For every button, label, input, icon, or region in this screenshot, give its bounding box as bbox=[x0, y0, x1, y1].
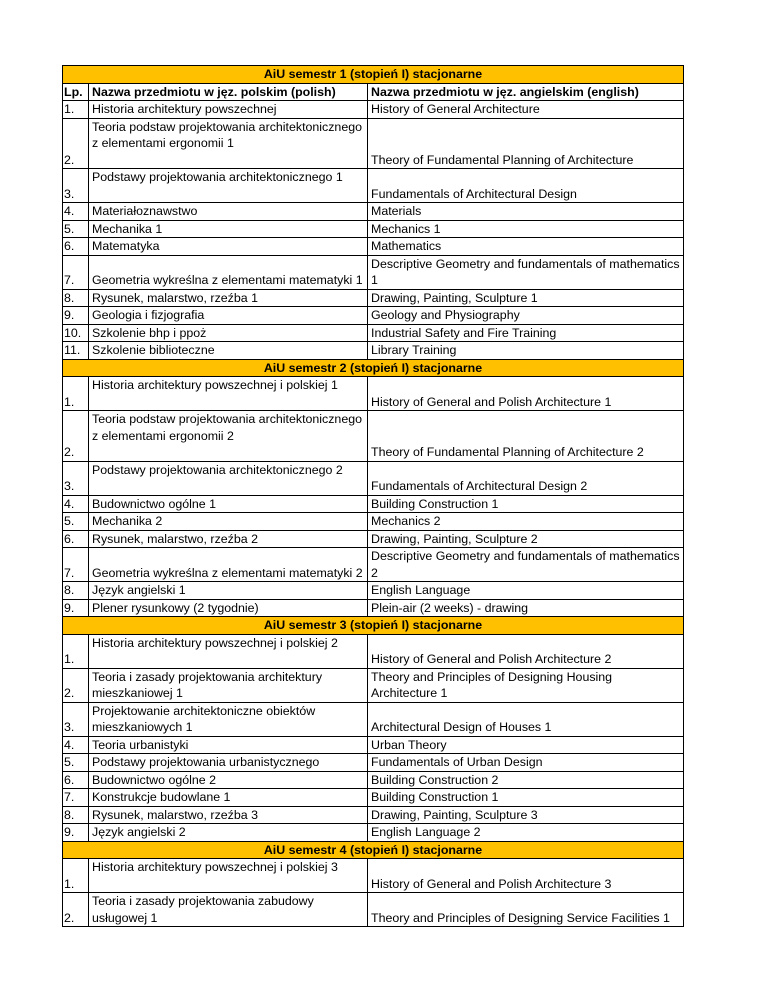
table-row bbox=[63, 599, 684, 617]
row-number: 1. bbox=[63, 859, 89, 893]
semester-title: AiU semestr 3 (stopień I) stacjonarne bbox=[63, 617, 684, 635]
course-name-english: Mathematics bbox=[368, 238, 684, 256]
course-name-english: History of General and Polish Architecture 1 bbox=[368, 377, 684, 411]
row-number: 4. bbox=[63, 495, 89, 513]
table-row bbox=[63, 289, 684, 307]
course-name-polish: Szkolenie biblioteczne bbox=[89, 342, 368, 360]
course-name-english: Mechanics 2 bbox=[368, 513, 684, 531]
course-name-polish: Historia architektury powszechnej bbox=[89, 101, 368, 119]
row-number: 7. bbox=[63, 255, 89, 289]
row-number: 8. bbox=[63, 289, 89, 307]
table-row bbox=[63, 203, 684, 221]
course-name-english: Fundamentals of Architectural Design bbox=[368, 169, 684, 203]
row-number: 6. bbox=[63, 238, 89, 256]
course-table bbox=[62, 65, 684, 927]
row-number: 1. bbox=[63, 634, 89, 668]
course-name-polish: Język angielski 2 bbox=[89, 824, 368, 842]
table-row bbox=[63, 824, 684, 842]
table-row bbox=[63, 859, 684, 893]
course-name-english: History of General and Polish Architecture 3 bbox=[368, 859, 684, 893]
row-number: 3. bbox=[63, 461, 89, 495]
table-row bbox=[63, 324, 684, 342]
row-number: 3. bbox=[63, 702, 89, 736]
course-name-polish: Budownictwo ogólne 1 bbox=[89, 495, 368, 513]
column-header-number: Lp. bbox=[63, 83, 89, 101]
table-row bbox=[63, 771, 684, 789]
row-number: 2. bbox=[63, 118, 89, 169]
course-name-polish: Teoria podstaw projektowania architektonicznego z elementami ergonomii 2 bbox=[89, 411, 368, 462]
table-row bbox=[63, 806, 684, 824]
semester-header-row bbox=[63, 66, 684, 84]
table-row bbox=[63, 377, 684, 411]
course-name-polish: Teoria i zasady projektowania architektury mieszkaniowej 1 bbox=[89, 668, 368, 702]
table-row bbox=[63, 702, 684, 736]
table-row bbox=[63, 220, 684, 238]
row-number: 4. bbox=[63, 203, 89, 221]
course-name-english: History of General Architecture bbox=[368, 101, 684, 119]
semester-title: AiU semestr 1 (stopień I) stacjonarne bbox=[63, 66, 684, 84]
row-number: 7. bbox=[63, 789, 89, 807]
course-name-polish: Matematyka bbox=[89, 238, 368, 256]
table-row bbox=[63, 582, 684, 600]
course-name-english: Theory of Fundamental Planning of Architecture 2 bbox=[368, 411, 684, 462]
course-name-english: Drawing, Painting, Sculpture 3 bbox=[368, 806, 684, 824]
row-number: 7. bbox=[63, 548, 89, 582]
table-row bbox=[63, 169, 684, 203]
course-name-polish: Rysunek, malarstwo, rzeźba 3 bbox=[89, 806, 368, 824]
row-number: 10. bbox=[63, 324, 89, 342]
course-name-polish: Geometria wykreślna z elementami matematyki 2 bbox=[89, 548, 368, 582]
table-row bbox=[63, 411, 684, 462]
course-name-polish: Konstrukcje budowlane 1 bbox=[89, 789, 368, 807]
row-number: 2. bbox=[63, 893, 89, 927]
course-name-english: Geology and Physiography bbox=[368, 307, 684, 325]
row-number: 1. bbox=[63, 101, 89, 119]
course-name-english: English Language bbox=[368, 582, 684, 600]
table-row bbox=[63, 789, 684, 807]
course-name-english: Plein-air (2 weeks) - drawing bbox=[368, 599, 684, 617]
course-name-polish: Szkolenie bhp i ppoż bbox=[89, 324, 368, 342]
course-name-polish: Projektowanie architektoniczne obiektów mieszkaniowych 1 bbox=[89, 702, 368, 736]
row-number: 3. bbox=[63, 169, 89, 203]
course-name-polish: Rysunek, malarstwo, rzeźba 1 bbox=[89, 289, 368, 307]
course-name-polish: Mechanika 2 bbox=[89, 513, 368, 531]
course-name-polish: Podstawy projektowania urbanistycznego bbox=[89, 754, 368, 772]
semester-title: AiU semestr 4 (stopień I) stacjonarne bbox=[63, 841, 684, 859]
row-number: 9. bbox=[63, 824, 89, 842]
course-name-polish: Historia architektury powszechnej i polskiej 3 bbox=[89, 859, 368, 893]
row-number: 2. bbox=[63, 668, 89, 702]
course-name-polish: Budownictwo ogólne 2 bbox=[89, 771, 368, 789]
table-row bbox=[63, 530, 684, 548]
course-name-polish: Materiałoznawstwo bbox=[89, 203, 368, 221]
course-name-english: Architectural Design of Houses 1 bbox=[368, 702, 684, 736]
course-name-english: English Language 2 bbox=[368, 824, 684, 842]
row-number: 9. bbox=[63, 599, 89, 617]
column-header-english: Nazwa przedmiotu w jęz. angielskim (english) bbox=[368, 83, 684, 101]
row-number: 8. bbox=[63, 582, 89, 600]
course-name-english: Drawing, Painting, Sculpture 1 bbox=[368, 289, 684, 307]
row-number: 9. bbox=[63, 307, 89, 325]
course-name-english: Descriptive Geometry and fundamentals of mathematics 1 bbox=[368, 255, 684, 289]
semester-header-row bbox=[63, 841, 684, 859]
course-name-polish: Teoria urbanistyki bbox=[89, 736, 368, 754]
table-row bbox=[63, 736, 684, 754]
course-name-english: Materials bbox=[368, 203, 684, 221]
row-number: 4. bbox=[63, 736, 89, 754]
table-row bbox=[63, 668, 684, 702]
course-name-polish: Podstawy projektowania architektonicznego 2 bbox=[89, 461, 368, 495]
table-row bbox=[63, 495, 684, 513]
semester-header-row bbox=[63, 617, 684, 635]
course-name-polish: Język angielski 1 bbox=[89, 582, 368, 600]
course-name-english: Theory and Principles of Designing Housing Architecture 1 bbox=[368, 668, 684, 702]
row-number: 5. bbox=[63, 754, 89, 772]
course-name-polish: Teoria podstaw projektowania architektonicznego z elementami ergonomii 1 bbox=[89, 118, 368, 169]
course-name-english: Theory and Principles of Designing Service Facilities 1 bbox=[368, 893, 684, 927]
table-row bbox=[63, 461, 684, 495]
row-number: 8. bbox=[63, 806, 89, 824]
course-name-english: Library Training bbox=[368, 342, 684, 360]
table-row bbox=[63, 754, 684, 772]
course-name-polish: Historia architektury powszechnej i polskiej 2 bbox=[89, 634, 368, 668]
table-row bbox=[63, 238, 684, 256]
course-name-english: History of General and Polish Architecture 2 bbox=[368, 634, 684, 668]
semester-header-row bbox=[63, 359, 684, 377]
row-number: 5. bbox=[63, 513, 89, 531]
course-name-english: Industrial Safety and Fire Training bbox=[368, 324, 684, 342]
table-row bbox=[63, 307, 684, 325]
table-row bbox=[63, 548, 684, 582]
course-name-english: Building Construction 1 bbox=[368, 789, 684, 807]
course-name-english: Fundamentals of Architectural Design 2 bbox=[368, 461, 684, 495]
row-number: 6. bbox=[63, 530, 89, 548]
course-name-polish: Teoria i zasady projektowania zabudowy usługowej 1 bbox=[89, 893, 368, 927]
course-name-english: Building Construction 1 bbox=[368, 495, 684, 513]
course-name-polish: Historia architektury powszechnej i polskiej 1 bbox=[89, 377, 368, 411]
table-row bbox=[63, 513, 684, 531]
row-number: 11. bbox=[63, 342, 89, 360]
course-name-polish: Podstawy projektowania architektonicznego 1 bbox=[89, 169, 368, 203]
table-row bbox=[63, 118, 684, 169]
row-number: 6. bbox=[63, 771, 89, 789]
course-name-english: Urban Theory bbox=[368, 736, 684, 754]
table-row bbox=[63, 101, 684, 119]
table-row bbox=[63, 634, 684, 668]
semester-title: AiU semestr 2 (stopień I) stacjonarne bbox=[63, 359, 684, 377]
course-name-english: Drawing, Painting, Sculpture 2 bbox=[368, 530, 684, 548]
column-header-polish: Nazwa przedmiotu w jęz. polskim (polish) bbox=[89, 83, 368, 101]
course-name-english: Building Construction 2 bbox=[368, 771, 684, 789]
course-sheet bbox=[62, 65, 684, 927]
course-name-polish: Geologia i fizjografia bbox=[89, 307, 368, 325]
row-number: 1. bbox=[63, 377, 89, 411]
row-number: 2. bbox=[63, 411, 89, 462]
table-row bbox=[63, 893, 684, 927]
course-name-english: Theory of Fundamental Planning of Architecture bbox=[368, 118, 684, 169]
course-name-polish: Rysunek, malarstwo, rzeźba 2 bbox=[89, 530, 368, 548]
column-header-row bbox=[63, 83, 684, 101]
course-name-polish: Mechanika 1 bbox=[89, 220, 368, 238]
course-name-english: Fundamentals of Urban Design bbox=[368, 754, 684, 772]
course-name-english: Descriptive Geometry and fundamentals of mathematics 2 bbox=[368, 548, 684, 582]
course-name-polish: Geometria wykreślna z elementami matematyki 1 bbox=[89, 255, 368, 289]
table-row bbox=[63, 342, 684, 360]
table-row bbox=[63, 255, 684, 289]
course-name-polish: Plener rysunkowy (2 tygodnie) bbox=[89, 599, 368, 617]
course-name-english: Mechanics 1 bbox=[368, 220, 684, 238]
row-number: 5. bbox=[63, 220, 89, 238]
